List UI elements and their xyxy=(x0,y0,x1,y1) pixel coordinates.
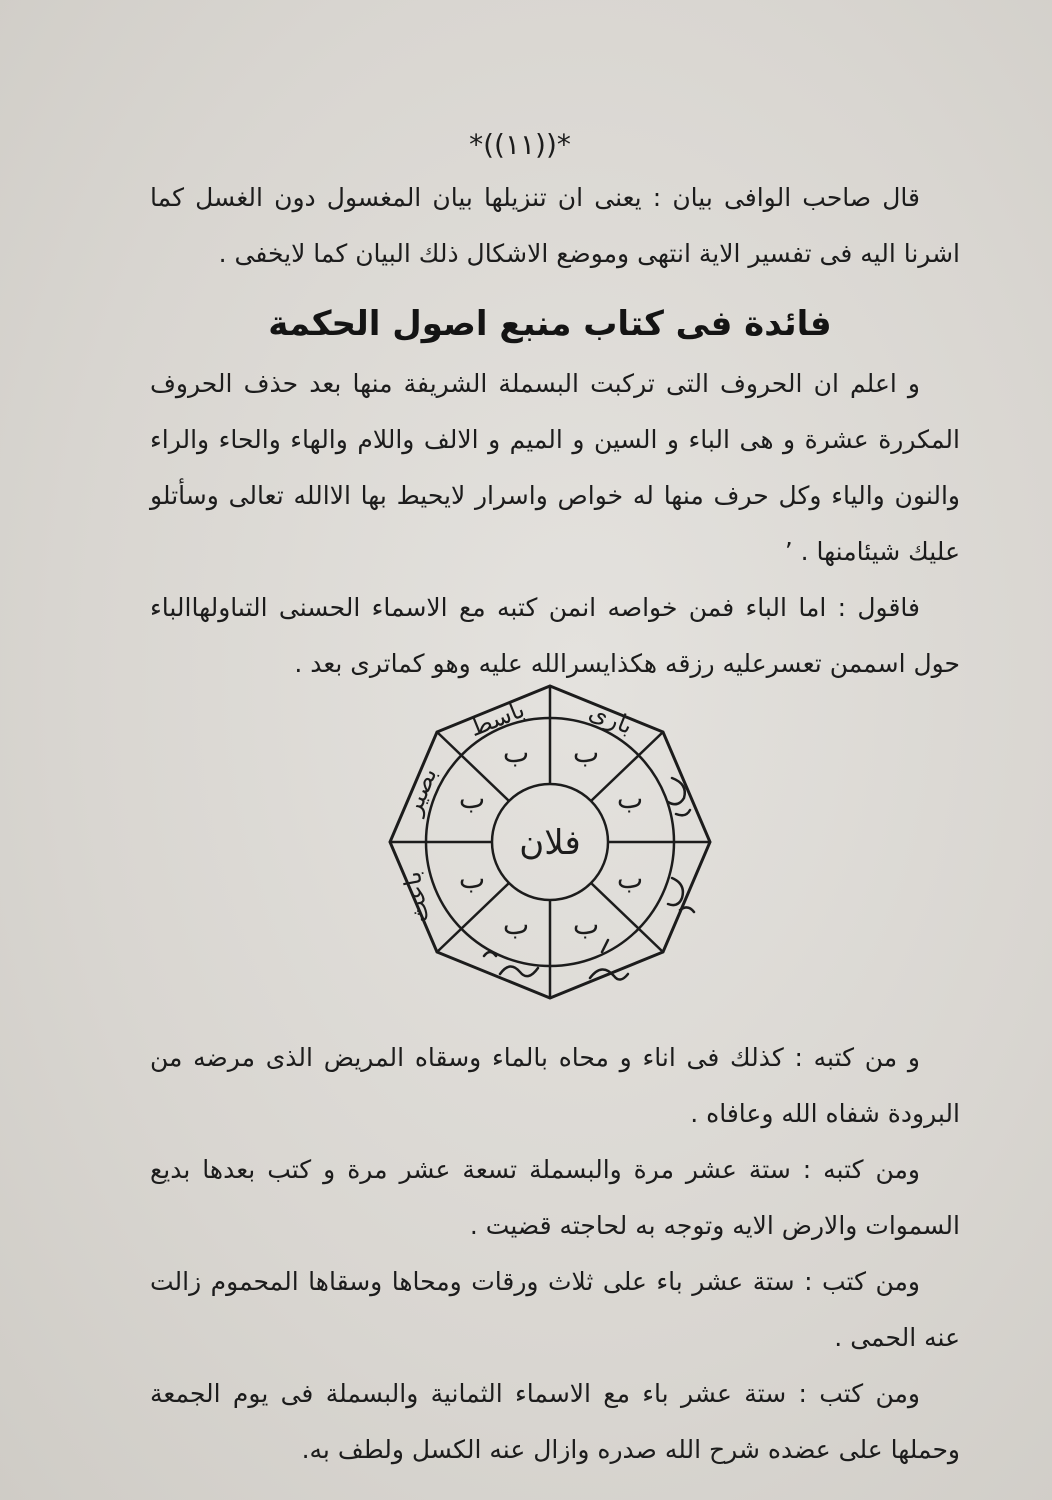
paragraph-friday: ومن كتب : ستة عشر باء مع الاسماء الثمانية والبسملة فى يوم الجمعة وحملها على عضده شرح الله صدره وازال عنه الكسل ولطف به. xyxy=(150,1379,960,1464)
paragraph-three-leaves: ومن كتب : ستة عشر باء على ثلاث ورقات ومحاها وسقاها المحموم زالت عنه الحمى . xyxy=(150,1267,960,1352)
outer-script-marks xyxy=(484,778,694,980)
section2-text-block xyxy=(150,1030,960,1478)
inner-letter: ب xyxy=(616,862,644,895)
outer-name: بارى xyxy=(585,697,637,740)
outer-name: باعث xyxy=(397,869,435,926)
intro-paragraph-block xyxy=(150,170,960,282)
inner-letter: ب xyxy=(458,862,486,895)
page-number: *((١١))* xyxy=(469,128,571,161)
paragraph-sixteen-times: ومن كتبه : ستة عشر مرة والبسملة تسعة عشر مرة و كتب بعدها بديع السموات والارض الايه وتوجه به لحاجته قضيت . xyxy=(150,1155,960,1240)
inner-letter: ب xyxy=(458,782,486,815)
paragraph-water: و من كتبه : كذلك فى اناء و محاه بالماء وسقاه المريض الذى مرضه من البرودة شفاه الله وعافاه . xyxy=(150,1043,960,1128)
paragraph-baa-property: فاقول : اما الباء فمن خواصه انمن كتبه مع الاسماء الحسنى التىاولهاالباء حول اسممن تعسرعليه رزقه هكذايسرالله عليه وهو كماترى بعد . xyxy=(150,593,960,678)
section1-text-block xyxy=(150,356,960,692)
inner-letter: ب xyxy=(502,908,530,941)
outer-name: بصير xyxy=(398,763,443,819)
octagon-talisman-figure xyxy=(380,682,720,1002)
inner-letter: ب xyxy=(572,736,600,769)
outer-name: باسط xyxy=(465,694,529,743)
octagon-talisman-svg xyxy=(380,682,720,1002)
paragraph-letters: و اعلم ان الحروف التى تركبت البسملة الشريفة منها بعد حذف الحروف المكررة عشرة و هى الباء و السين و الميم و الالف واللام والهاء والحاء والراء والنون والياء وكل حرف منها له خواص واسرار لايحيط بها الاالله تعالى وسأتلو عليك شيئامنها . ’ xyxy=(150,369,960,566)
center-name: فلان xyxy=(519,823,581,863)
inner-letter: ب xyxy=(502,736,530,769)
intro-paragraph: قال صاحب الوافى بيان : يعنى ان تنزيلها بيان المغسول دون الغسل كما اشرنا اليه فى تفسير الاية انتهى وموضع الاشكال ذلك البيان كما لايخفى . xyxy=(150,183,960,268)
section-heading: فائدة فى كتاب منبع اصول الحكمة xyxy=(268,304,832,344)
inner-letter: ب xyxy=(572,908,600,941)
inner-letter: ب xyxy=(616,782,644,815)
